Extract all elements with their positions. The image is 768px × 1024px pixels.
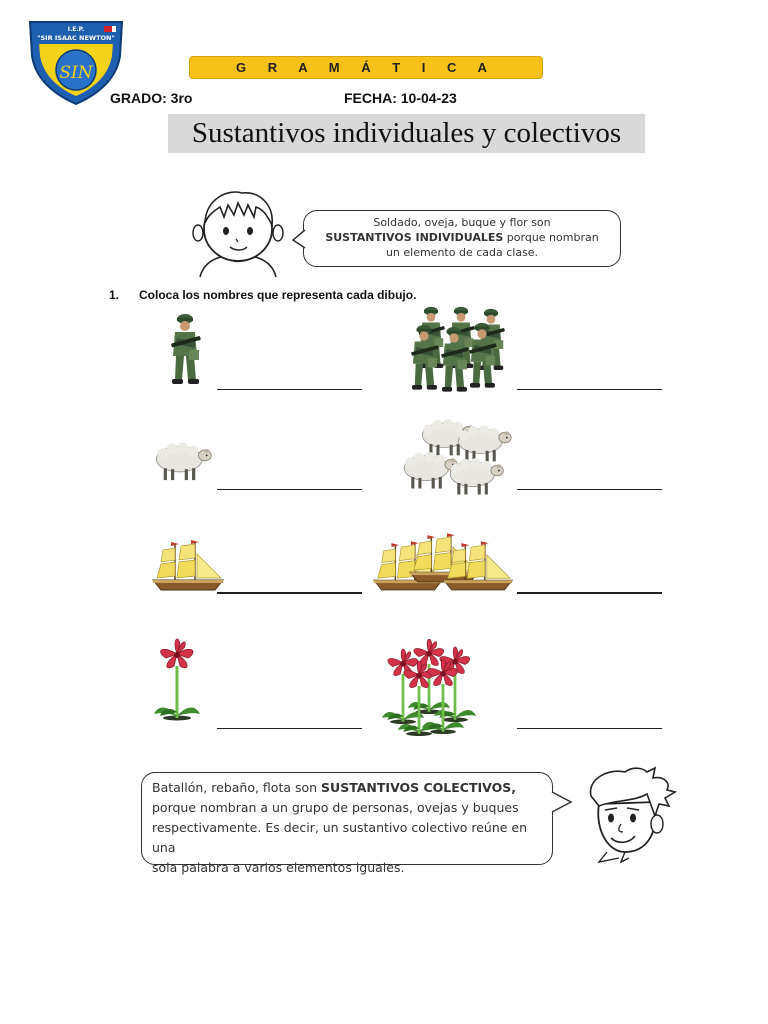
exercise-number: 1. <box>109 288 120 302</box>
sheep-icon <box>150 436 214 484</box>
battalion-icon <box>405 305 515 400</box>
answer-line-ship[interactable] <box>217 592 362 594</box>
bubble-individual-line2-rest: porque nombran <box>503 231 599 244</box>
bubble-collective-line3: respectivamente. Es decir, un sustantivo colectivo reúne en una <box>152 820 528 855</box>
boy-character <box>585 766 677 864</box>
flower-icon <box>152 632 202 722</box>
bubble-collective-line1 <box>152 778 542 798</box>
bubble-individual-line2 <box>304 230 620 245</box>
bubble-tail-icon <box>551 790 573 814</box>
ship-icon <box>148 540 230 595</box>
bubble-collective-line2: porque nombran a un grupo de personas, ovejas y buques <box>152 800 519 815</box>
answer-line-battalion[interactable] <box>517 389 662 390</box>
date-label: FECHA: 10-04-23 <box>344 90 457 106</box>
bubble-individual-line3: un elemento de cada clase. <box>385 246 539 259</box>
grade-label: GRADO: 3ro <box>110 90 193 106</box>
girl-character <box>190 185 286 279</box>
answer-line-sheep[interactable] <box>217 489 362 490</box>
svg-text:"SIR ISAAC NEWTON": "SIR ISAAC NEWTON" <box>37 34 115 42</box>
exercise-text: Coloca los nombres que representa cada dibujo. <box>139 288 417 302</box>
bubble-individual-line1: Soldado, oveja, buque y flor son <box>373 216 551 229</box>
bold-term-individual: SUSTANTIVOS INDIVIDUALES <box>325 231 504 244</box>
subject-banner: G R A M Á T I C A <box>189 56 543 79</box>
svg-text:I.E.P.: I.E.P. <box>67 26 85 33</box>
page-title: Sustantivos individuales y colectivos <box>168 114 645 153</box>
girl-face-icon <box>190 185 286 279</box>
speech-bubble-individual <box>303 210 621 267</box>
exercise-instruction <box>109 288 416 302</box>
bubble-collective-line1-rest: Batallón, rebaño, flota son <box>152 780 322 795</box>
flock-icon <box>398 414 516 498</box>
bubble-tail-icon <box>291 228 307 250</box>
boy-face-icon <box>585 766 677 864</box>
answer-line-flock[interactable] <box>517 489 662 490</box>
svg-text:SIN: SIN <box>59 63 93 83</box>
flowers-group-icon <box>380 628 480 742</box>
answer-line-soldier[interactable] <box>217 389 362 390</box>
answer-line-fleet[interactable] <box>517 592 662 594</box>
bubble-collective-line4: sola palabra a varios elementos iguales. <box>152 860 405 875</box>
soldier-icon <box>163 312 207 392</box>
bold-term-collective: SUSTANTIVOS COLECTIVOS, <box>321 780 516 795</box>
answer-line-flower[interactable] <box>217 728 362 729</box>
fleet-icon <box>370 533 520 595</box>
answer-line-flowers[interactable] <box>517 728 662 729</box>
speech-bubble-collective <box>141 772 553 875</box>
